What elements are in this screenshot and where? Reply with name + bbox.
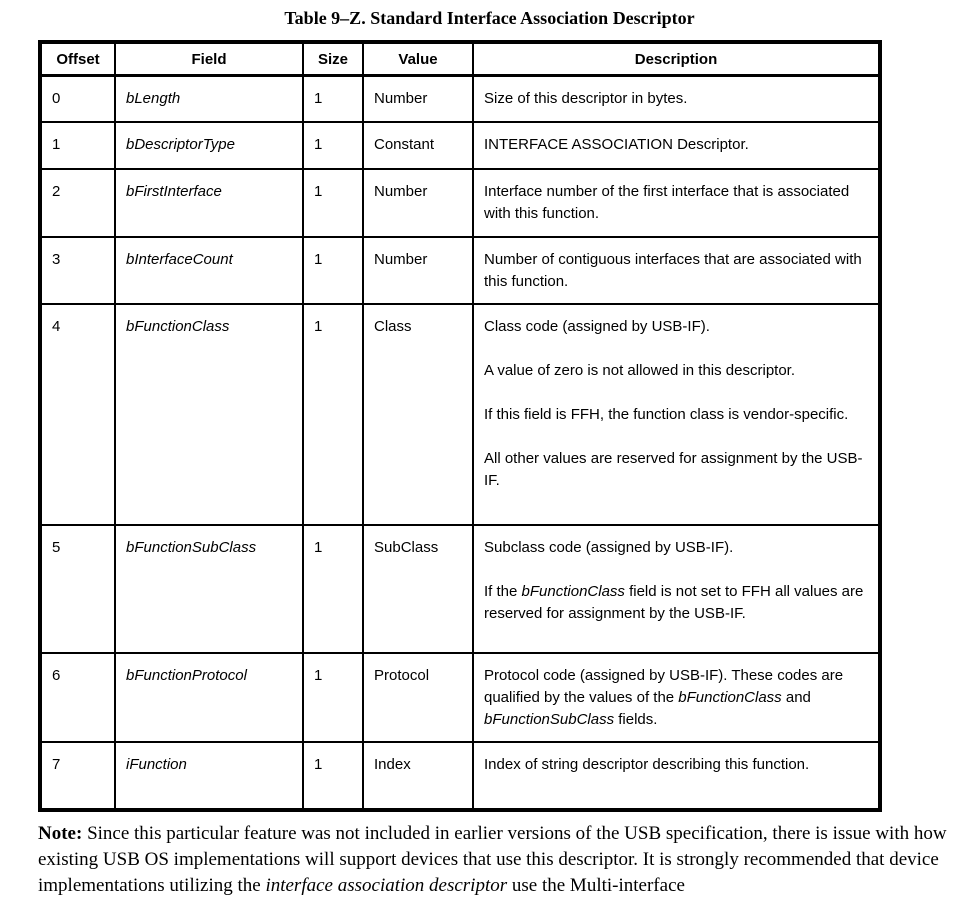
cell-offset: 1: [40, 122, 115, 169]
plain-text: Number of contiguous interfaces that are associated with this function.: [484, 250, 862, 290]
cell-description: [473, 122, 880, 169]
column-header-size: Size: [303, 42, 363, 76]
cell-value: SubClass: [363, 525, 473, 653]
description-paragraph: [484, 249, 868, 293]
italic-text: bFunctionClass: [521, 582, 625, 600]
plain-text: Subclass code (assigned by USB-IF).: [484, 538, 734, 556]
plain-text: and: [781, 688, 811, 706]
plain-text: A value of zero is not allowed in this descriptor.: [484, 361, 796, 379]
field-name: bFunctionClass: [126, 317, 230, 335]
cell-offset: 3: [40, 237, 115, 304]
description-paragraph: [484, 448, 868, 492]
table-row: [40, 237, 880, 304]
plain-text: INTERFACE ASSOCIATION Descriptor.: [484, 135, 749, 153]
cell-value: Number: [363, 237, 473, 304]
plain-text: fields.: [614, 710, 658, 728]
cell-size: 1: [303, 304, 363, 525]
cell-description: [473, 742, 880, 810]
italic-text: bFunctionClass: [678, 688, 782, 706]
description-paragraph: [484, 360, 868, 382]
cell-field: [115, 653, 303, 742]
table-row: [40, 304, 880, 525]
note-text: [38, 821, 950, 899]
descriptor-table: [38, 40, 882, 812]
cell-description: [473, 237, 880, 304]
table-row: [40, 742, 880, 810]
cell-description: [473, 304, 880, 525]
cell-size: 1: [303, 76, 363, 122]
plain-text: If the: [484, 582, 522, 600]
field-name: bInterfaceCount: [126, 250, 233, 268]
cell-size: 1: [303, 653, 363, 742]
cell-description: [473, 653, 880, 742]
plain-text: Index of string descriptor describing this function.: [484, 755, 810, 773]
field-name: bDescriptorType: [126, 135, 235, 153]
cell-description: [473, 169, 880, 237]
cell-field: [115, 742, 303, 810]
plain-text: field is not set to FFH all values are reserved for assignment by the USB-IF.: [484, 582, 864, 622]
table-caption: Table 9–Z. Standard Interface Association Descriptor: [284, 8, 695, 28]
cell-size: 1: [303, 237, 363, 304]
plain-text: If this field is FFH, the function class is vendor-specific.: [484, 405, 849, 423]
description-paragraph: [484, 537, 868, 559]
cell-value: Index: [363, 742, 473, 810]
column-header-value: Value: [363, 42, 473, 76]
cell-value: Number: [363, 76, 473, 122]
description-paragraph: [484, 316, 868, 338]
cell-size: 1: [303, 525, 363, 653]
description-paragraph: [484, 581, 868, 625]
plain-text: Interface number of the first interface that is associated with this function.: [484, 182, 850, 222]
cell-size: 1: [303, 742, 363, 810]
cell-description: [473, 76, 880, 122]
description-paragraph: [484, 404, 868, 426]
plain-text: Since this particular feature was not included in earlier versions of the USB specification, there is issue with how existing USB OS implementations will support devices that use this descriptor. It is strongly recommended that device implementations utilizing the: [38, 822, 947, 896]
plain-text: Size of this descriptor in bytes.: [484, 90, 688, 107]
cell-value: Number: [363, 169, 473, 237]
table-row: [40, 76, 880, 122]
field-name: bFunctionProtocol: [126, 666, 247, 684]
cell-value: Class: [363, 304, 473, 525]
cell-field: [115, 122, 303, 169]
cell-offset: 4: [40, 304, 115, 525]
cell-value: Protocol: [363, 653, 473, 742]
description-paragraph: [484, 754, 868, 776]
cell-offset: 2: [40, 169, 115, 237]
cell-offset: 0: [40, 76, 115, 122]
cell-description: [473, 525, 880, 653]
description-paragraph: [484, 181, 868, 225]
field-name: iFunction: [126, 755, 187, 773]
cell-field: [115, 525, 303, 653]
bold-text: Note:: [38, 822, 83, 844]
cell-offset: 5: [40, 525, 115, 653]
plain-text: use the Multi-interface: [507, 874, 685, 896]
cell-field: [115, 237, 303, 304]
italic-text: bFunctionSubClass: [484, 710, 615, 728]
column-header-field: Field: [115, 42, 303, 76]
field-name: bFirstInterface: [126, 182, 222, 200]
italic-text: interface association descriptor: [265, 874, 508, 896]
field-name: bFunctionSubClass: [126, 538, 257, 556]
field-name: bLength: [126, 90, 181, 107]
plain-text: All other values are reserved for assignment by the USB-IF.: [484, 449, 863, 489]
column-header-offset: Offset: [40, 42, 115, 76]
cell-size: 1: [303, 169, 363, 237]
cell-size: 1: [303, 122, 363, 169]
description-paragraph: [484, 665, 868, 731]
cell-field: [115, 169, 303, 237]
cell-value: Constant: [363, 122, 473, 169]
cell-field: [115, 304, 303, 525]
cell-offset: 6: [40, 653, 115, 742]
column-header-description: Description: [473, 42, 880, 76]
table-row: [40, 169, 880, 237]
table-header-row: [40, 42, 880, 76]
description-paragraph: [484, 134, 868, 156]
description-paragraph: [484, 88, 868, 110]
table-row: [40, 653, 880, 742]
table-row: [40, 525, 880, 653]
plain-text: Protocol code (assigned by USB-IF). These codes are qualified by the values of the: [484, 666, 844, 706]
cell-offset: 7: [40, 742, 115, 810]
plain-text: Class code (assigned by USB-IF).: [484, 317, 710, 335]
cell-field: [115, 76, 303, 122]
table-row: [40, 122, 880, 169]
